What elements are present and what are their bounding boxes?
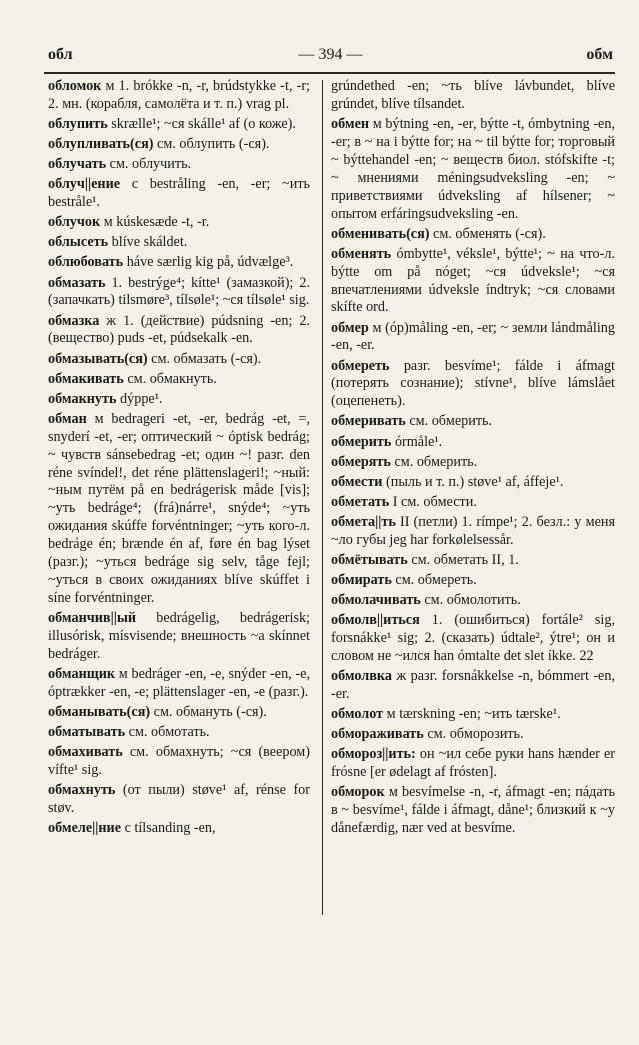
- headword: обмолачивать: [331, 592, 421, 609]
- entry-body: м 1. brókke -n, -r, brúdstykke -t, -r; 2. мн. (корабля, самолёта и т. п.) vrag pl.: [48, 78, 310, 112]
- entry-body: órmåle¹.: [391, 433, 443, 450]
- entry-body: см. обмерить.: [390, 453, 478, 470]
- entry: [331, 358, 615, 412]
- headword: обмахнуть: [48, 782, 116, 799]
- headword: облысеть: [48, 234, 109, 251]
- entry: [331, 494, 615, 512]
- headword: обмета||ть: [331, 513, 396, 530]
- headword: облучок: [48, 214, 101, 231]
- headword: обмереть: [331, 357, 390, 374]
- headword: облучать: [48, 156, 107, 173]
- entry: [331, 572, 615, 590]
- column-divider: [322, 80, 323, 915]
- entry: [331, 784, 615, 838]
- headword: обманывать(ся): [48, 703, 151, 720]
- entry-body: I см. обмести.: [389, 493, 477, 510]
- headword: обмазать: [48, 274, 106, 291]
- entry: [48, 254, 310, 272]
- entry-body: ж 1. (действие) púdsning -en; 2. (вещество) puds -et, púdsekalk -en.: [48, 312, 310, 347]
- entry-body: см. обметать II, 1.: [407, 551, 519, 568]
- entry-body: II (петли) 1. rímpe¹; 2. безл.: у меня ~ло губы jeg har forkølelsessår.: [331, 513, 615, 548]
- entry: [331, 454, 615, 472]
- headword: обмер: [331, 319, 369, 336]
- right-column: [331, 78, 615, 840]
- entry-body: м (óp)måling -en, -er; ~ земли lándmåling -en, -er.: [331, 319, 615, 354]
- headword: облупливать(ся): [48, 136, 154, 153]
- entry: [48, 234, 310, 252]
- entry-body: 1. (ошибиться) fortále² sig, forsnákke¹ sig; 2. (сказать) údtale², ýtre¹; он и словом не ~ился han ómtalte det slet íkke. 22: [331, 612, 615, 664]
- entry: [331, 320, 615, 356]
- entry: [48, 610, 310, 664]
- entry-body: м bedrageri -et, -er, bedrág -et, =, snyderí -et, -er; оптический ~ óptisk bedrág; ~ чувств sánsebedrag -et; один ~! разг. den réne svíndel!, det réne plättenslageri!; ~ный: ~ным путём på en bedrágerisk måde [vis]; ~уть bedráge⁴; (frá)nárre¹, snýde⁴; ~уть ожидания skúffe forvéntninger; ~уть кого-л. bedráge én; brænde én af, føre én bag lýset (разг.); ~уться bedráge sig selv, tåge fejl; ~уться в своих ожиданиях blíve skúffet i síne forvéntninger.: [48, 410, 310, 606]
- headword: обмеривать: [331, 413, 406, 430]
- entry-body: см. обменять (-ся).: [429, 225, 546, 242]
- entry: [48, 156, 310, 174]
- headword: обманщик: [48, 665, 116, 682]
- headword: обмеле||ние: [48, 820, 122, 837]
- headword: обменивать(ся): [331, 225, 430, 242]
- entry: [48, 782, 310, 818]
- running-header: [48, 46, 613, 68]
- entry-body: м tærskning -en; ~ить tærske¹.: [383, 706, 561, 723]
- entry: [331, 552, 615, 570]
- entry: [331, 116, 615, 223]
- entry: [331, 612, 615, 666]
- entry-body: см. обмакнуть.: [123, 370, 217, 387]
- entry-body: 1. bestrýge⁴; kítte¹ (замазкой); 2. (запачкать) tilsmøre³, tílsøle¹; ~ся tílsøle¹ sig.: [48, 274, 310, 309]
- entry: [48, 371, 310, 389]
- entry-body: м býtning -en, -er, býtte -t, ómbytning -en, -er; в ~ на i býtte for; на ~ til býtte for; торговый ~ býttehandel -en; ~ веществ биол. stófskifte -t; ~ мнениями méningsudveksling -en; ~ приветствиями údveksling af hílsener; ~ опытом erfáringsudveksling -en.: [331, 116, 615, 222]
- entry-body: см. облучить.: [106, 156, 192, 173]
- headword: обмерить: [331, 433, 392, 450]
- entry: [48, 214, 310, 232]
- entry-body: grúndethed -en; ~ть blíve lávbundet, blíve grúndet, blíve tílsandet.: [331, 78, 615, 112]
- entry-body: см. обмотать.: [125, 724, 210, 740]
- entry-body: см. обмолотить.: [420, 592, 521, 609]
- entry-body: ж разг. forsnákkelse -n, bómmert -en, -er.: [331, 668, 615, 702]
- entry: [331, 474, 615, 492]
- entry-body: bedrágelig, bedrágerisk; illusórisk, mísvisende; внешность ~а skínnet bedráger.: [48, 610, 310, 662]
- entry-body: он ~ил себе руки hans hænder er frósne [er ødelagt af frósten].: [331, 746, 615, 781]
- entry-body: dýppe¹.: [116, 390, 163, 407]
- entry: [48, 176, 310, 212]
- entry-body: ómbytte¹, véksle¹, býtte¹; ~ на что-л. býtte om på nóget; ~ся údveksle¹; ~ся впечатлениями údveksle índtryk; ~ся словами skífte ord.: [331, 245, 615, 316]
- entry: [48, 116, 310, 134]
- entry: [48, 351, 310, 369]
- headword: обмётывать: [331, 551, 408, 568]
- headword: обмолвка: [331, 668, 392, 685]
- entry: [48, 411, 310, 608]
- entry: [331, 226, 615, 244]
- headword: обмирать: [331, 572, 392, 588]
- headword: обмахивать: [48, 744, 123, 761]
- entry-body: см. обмануть (-ся).: [150, 703, 267, 720]
- entry-body: см. обмерить.: [405, 413, 493, 430]
- headword: обмороз||ить:: [331, 746, 416, 763]
- entry-body: м besvímelse -n, -r, áfmagt -en; пáдать в ~ besvíme¹, fálde i áfmagt, dåne¹; близкий к ~у dånefærdig, nær ved at besvíme.: [331, 784, 615, 837]
- headword: обматывать: [48, 724, 126, 740]
- entry: [48, 78, 310, 114]
- left-column: [48, 78, 310, 840]
- right-guide-word: обм: [586, 46, 613, 63]
- headword: обменять: [331, 245, 392, 262]
- headword: облупить: [48, 116, 108, 132]
- headword: обмакнуть: [48, 390, 117, 407]
- headword: обмазывать(ся): [48, 350, 148, 367]
- headword: обмен: [331, 116, 370, 132]
- entry: [331, 706, 615, 724]
- entry: [48, 275, 310, 311]
- entry: [331, 592, 615, 610]
- entry: [48, 820, 310, 838]
- entry: [331, 746, 615, 782]
- entry-body: см. обмахнуть; ~ся (веером) vífte¹ sig.: [48, 744, 310, 778]
- headword: обломок: [48, 78, 102, 94]
- headword: обманчив||ый: [48, 610, 137, 626]
- headword: облюбовать: [48, 254, 124, 271]
- entry: [48, 136, 310, 154]
- entry-body: с tílsanding -en,: [121, 820, 216, 837]
- header-rule: [44, 72, 615, 74]
- entry-body: см. обморозить.: [423, 726, 524, 743]
- entry-body: (от пыли) støve¹ af, rénse for støv.: [48, 782, 310, 816]
- entry: [48, 391, 310, 409]
- entry: [331, 726, 615, 744]
- entry-body: с bestråling -en, -er; ~ить bestråle¹.: [48, 176, 310, 211]
- entry: [48, 313, 310, 349]
- entry-body: háve særlig kig på, údvælge³.: [123, 254, 294, 271]
- entry-body: м kúskesæde -t, -r.: [100, 214, 210, 231]
- entry-body: skrælle¹; ~ся skálle¹ af (о коже).: [107, 116, 296, 132]
- entry: [331, 246, 615, 318]
- entry: [331, 434, 615, 452]
- headword: обмолот: [331, 706, 384, 723]
- page-number: — 394 —: [298, 46, 363, 63]
- headword: обман: [48, 410, 87, 427]
- headword: обметать: [331, 493, 390, 510]
- entry: [331, 514, 615, 550]
- entry: [331, 78, 615, 114]
- entry-body: (пыль и т. п.) støve¹ af, áffeje¹.: [382, 473, 564, 490]
- headword: обмести: [331, 473, 383, 490]
- entry: [48, 666, 310, 702]
- entry-body: см. облупить (-ся).: [153, 136, 270, 153]
- entry: [48, 744, 310, 780]
- entry: [331, 668, 615, 704]
- entry: [48, 704, 310, 722]
- entry-body: см. обмазать (-ся).: [147, 350, 262, 367]
- headword: обмораживать: [331, 726, 424, 743]
- headword: обмакивать: [48, 370, 124, 387]
- entry-body: blíve skáldet.: [108, 234, 188, 251]
- headword: облуч||ение: [48, 176, 121, 193]
- entry: [48, 724, 310, 742]
- entry-body: см. обмереть.: [391, 572, 477, 588]
- entry-body: м bedráger -en, -e, snýder -en, -e, óptrækker -en, -e; plättenslager -en, -e (разг.).: [48, 665, 310, 700]
- headword: обмазка: [48, 312, 100, 329]
- entry-body: разг. besvíme¹; fálde i áfmagt (потерять сознание); stívne¹, blíve lámslået (оцепенеть).: [331, 357, 615, 410]
- headword: обморок: [331, 784, 385, 801]
- headword: обмолв||иться: [331, 612, 420, 629]
- headword: обмерять: [331, 453, 391, 470]
- entry: [331, 413, 615, 431]
- left-guide-word: обл: [48, 46, 73, 63]
